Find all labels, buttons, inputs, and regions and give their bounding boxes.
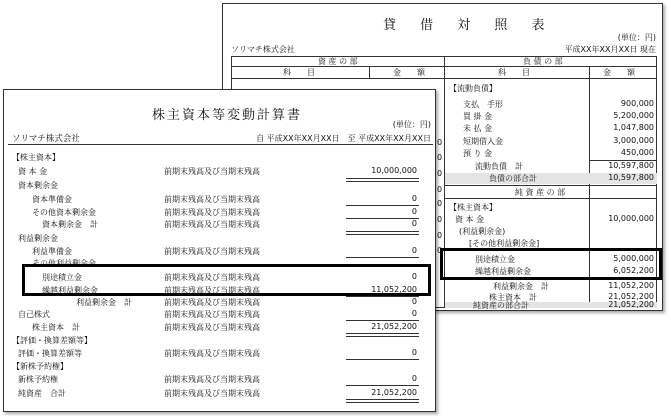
row-label: 利益剰余金 [18, 234, 58, 243]
row-value: 11,052,200 [371, 285, 417, 294]
row-desc: 前期末残高及び当期末残高 [164, 286, 260, 295]
row-desc: 前期末残高及び当期末残高 [164, 167, 260, 176]
liab-col-amount: 金 額 [603, 68, 635, 77]
row-label: 繰越利益剰余金 [42, 286, 98, 295]
asset-zero: 0 [437, 185, 443, 194]
boxed-row-label: 別途積立金 [475, 255, 515, 264]
equity-statement-unit: (単位：円) [392, 120, 431, 129]
row-value: 0 [411, 272, 417, 281]
row-label: 【株主資本】 [12, 153, 60, 162]
liability-row-value: 450,000 [620, 148, 654, 157]
equity-statement-period: 自 平成XX年XX月XX日 至 平成XX年XX月XX日 [256, 134, 431, 143]
balance-sheet-title: 貸 借 対 照 表 [383, 18, 555, 33]
liability-row-value: 1,047,800 [613, 123, 654, 132]
row-label: 評価・換算差額等 [18, 349, 82, 358]
capital-value: 10,000,000 [608, 214, 654, 223]
asset-zero: 0 [437, 169, 443, 178]
equity-label: 【株主資本】 [449, 203, 497, 212]
row-label: 【評価・換算差額等】 [12, 336, 92, 345]
row-value: 21,052,200 [371, 388, 417, 397]
boxed-row-value: 5,000,000 [613, 254, 654, 263]
row-value: 10,000,000 [371, 166, 417, 175]
liability-row-label: 未 払 金 [463, 124, 493, 133]
row-value: 0 [411, 246, 417, 255]
balance-sheet-unit: (単位：円) [617, 33, 656, 42]
liability-row-value: 3,000,000 [613, 136, 654, 145]
row-label: 別途積立金 [42, 273, 82, 282]
row-label: 資本準備金 [32, 195, 72, 204]
asset-zero: 0 [437, 215, 443, 224]
net-assets-header: 純 資 産 の 部 [515, 188, 566, 197]
liability-row-label: 支払 手形 [463, 100, 503, 109]
balance-sheet-company: ソリマチ株式会社 [231, 45, 295, 54]
assets-col-item: 科 目 [283, 68, 315, 77]
row-value: 0 [411, 194, 417, 203]
row-label: その他資本剰余金 [32, 208, 96, 217]
equity-statement-title: 株主資本等変動計算書 [152, 108, 303, 123]
highlight-box-balance-sheet [440, 248, 662, 280]
balance-sheet-date: 平成XX年XX月XX日 現在 [564, 45, 656, 54]
row-desc: 前期末残高及び当期末残高 [164, 389, 260, 398]
other-retained-label: [その他利益剰余金] [469, 239, 540, 248]
row-label: 資 本 金 [18, 167, 48, 176]
liabilities-header: 負 債 の 部 [523, 57, 563, 66]
row-desc: 前期末残高及び当期末残高 [164, 220, 260, 229]
bs-bottom-value: 21,052,200 [608, 292, 654, 301]
liability-row-value: 900,000 [620, 99, 654, 108]
row-value: 0 [411, 219, 417, 228]
asset-zero: 0 [437, 246, 443, 255]
row-label: 【新株予約権】 [12, 362, 68, 371]
liability-row-value: 10,597,800 [608, 161, 654, 170]
bs-bottom-value: 21,052,200 [608, 300, 654, 309]
highlight-box-equity-statement [22, 264, 431, 296]
boxed-row-value: 6,052,200 [613, 266, 654, 275]
row-desc: 前期末残高及び当期末残高 [164, 310, 260, 319]
row-desc: 前期末残高及び当期末残高 [164, 323, 260, 332]
row-label: 利益準備金 [32, 247, 72, 256]
current-liabilities-label: 【流動負債】 [449, 84, 497, 93]
equity-statement-company: ソリマチ株式会社 [12, 134, 80, 144]
row-label: 資本剰余金 [18, 181, 58, 190]
row-value: 0 [411, 374, 417, 383]
liability-row-label: 短期借入金 [463, 137, 503, 146]
row-label: 株主資本 計 [32, 323, 80, 332]
row-label: 純資産 合計 [18, 389, 66, 398]
row-desc: 前期末残高及び当期末残高 [164, 375, 260, 384]
row-value: 0 [411, 207, 417, 216]
row-desc: 前期末残高及び当期末残高 [164, 247, 260, 256]
row-desc: 前期末残高及び当期末残高 [164, 298, 260, 307]
liabilities-total-label: 負債の部合計 [489, 174, 537, 183]
retained-label: (利益剰余金) [459, 227, 506, 236]
asset-zero: 0 [437, 231, 443, 240]
liability-row-label: 流動負債 計 [475, 162, 523, 171]
row-value: 0 [411, 348, 417, 357]
row-value: 0 [411, 309, 417, 318]
row-label: その他利益剰余金 [32, 259, 96, 268]
asset-zero: 0 [437, 138, 443, 147]
liab-col-item: 科 目 [498, 68, 530, 77]
equity-statement-document [3, 89, 436, 412]
row-desc: 前期末残高及び当期末残高 [164, 349, 260, 358]
row-label: 新株予約権 [18, 375, 58, 384]
bs-bottom-label: 株主資本 計 [489, 293, 537, 302]
row-desc: 前期末残高及び当期末残高 [164, 273, 260, 282]
boxed-row-label: 繰越利益剰余金 [475, 267, 531, 276]
assets-header: 資 産 の 部 [318, 57, 358, 66]
bs-bottom-label: 純資産の部合計 [473, 301, 529, 310]
bs-bottom-label: 利益剰余金 計 [493, 282, 549, 291]
liabilities-total-value: 10,597,800 [608, 173, 654, 182]
row-value: 21,052,200 [371, 322, 417, 331]
assets-col-amount: 金 額 [393, 68, 425, 77]
liability-row-label: 預 り 金 [463, 149, 493, 158]
row-desc: 前期末残高及び当期末残高 [164, 208, 260, 217]
row-label: 利益剰余金 計 [76, 298, 132, 307]
row-label: 資本剰余金 計 [42, 220, 98, 229]
liability-row-value: 5,200,000 [613, 111, 654, 120]
liability-row-label: 買 掛 金 [463, 112, 493, 121]
row-value: 0 [411, 297, 417, 306]
row-label: 自己株式 [18, 310, 50, 319]
asset-zero: 0 [437, 199, 443, 208]
capital-label: 資 本 金 [455, 215, 485, 224]
bs-bottom-value: 11,052,200 [608, 281, 654, 290]
row-desc: 前期末残高及び当期末残高 [164, 195, 260, 204]
asset-zero: 0 [437, 153, 443, 162]
